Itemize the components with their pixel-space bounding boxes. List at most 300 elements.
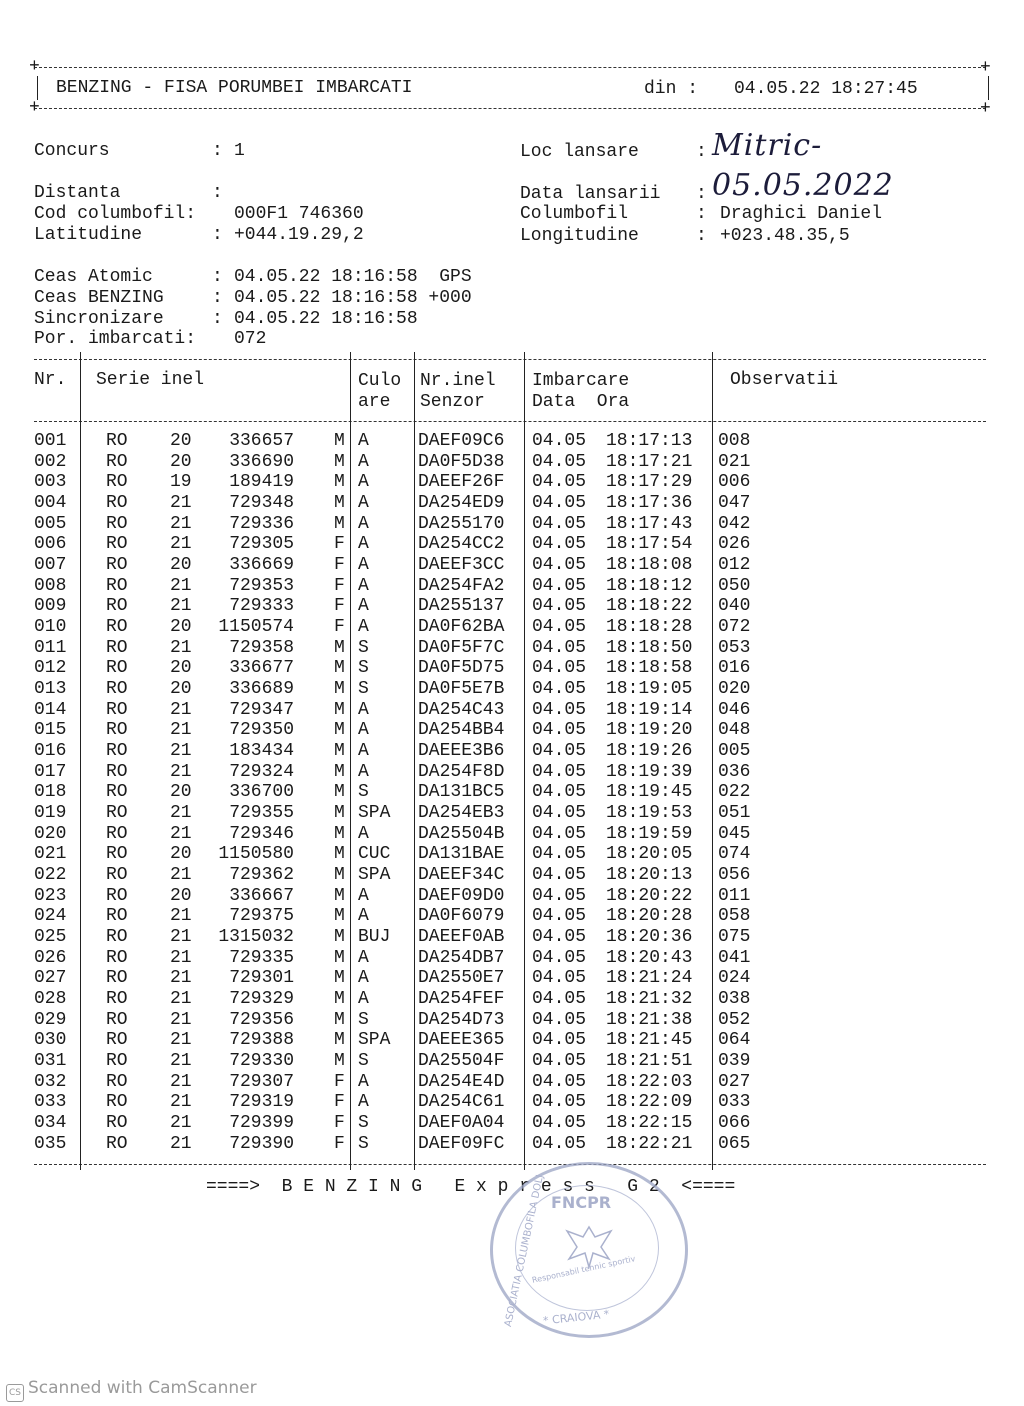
cell-data: 04.05 [532,844,587,865]
cell-ora: 18:17:43 [606,513,693,534]
cell-nr: 020 [34,823,67,844]
cell-data: 04.05 [532,968,587,989]
cell-data: 04.05 [532,885,587,906]
cell-observatii: 075 [718,927,751,948]
table-header-bottom-rule [34,421,986,422]
cell-tara: RO [106,617,128,638]
concurs-value: 1 [234,141,245,161]
cell-senzor: DA254CC2 [418,534,505,555]
table-row [0,865,1024,886]
cell-sex: M [334,699,345,720]
cell-sex: M [334,927,345,948]
loc-lansare-handwritten: Mitric- [712,128,823,163]
cell-nr: 027 [34,968,67,989]
cell-an: 21 [170,906,192,927]
plus-mark: + [980,58,991,78]
cell-inel: 189419 [229,472,294,493]
cell-an: 20 [170,555,192,576]
cell-senzor: DAEF09FC [418,1133,505,1154]
cell-sex: M [334,989,345,1010]
cell-an: 21 [170,927,192,948]
cell-an: 21 [170,761,192,782]
cell-observatii: 072 [718,617,751,638]
cell-culoare: A [358,720,369,741]
cell-inel: 729399 [229,1113,294,1134]
cell-sex: M [334,1009,345,1030]
cell-inel: 729324 [229,761,294,782]
ceas-atomic-label: Ceas Atomic [34,267,153,287]
cell-tara: RO [106,431,128,451]
cell-data: 04.05 [532,947,587,968]
table-row [0,741,1024,762]
cell-tara: RO [106,1071,128,1092]
plus-mark: + [29,57,40,77]
cell-tara: RO [106,823,128,844]
cell-an: 21 [170,534,192,555]
cell-tara: RO [106,637,128,658]
cell-nr: 030 [34,1030,67,1051]
cell-culoare: S [358,679,369,700]
cell-an: 21 [170,1030,192,1051]
cell-tara: RO [106,885,128,906]
cell-observatii: 021 [718,451,751,472]
cell-observatii: 047 [718,493,751,513]
col-header-observatii: Observatii [730,370,839,390]
loc-lansare-label: Loc lansare [520,142,639,162]
plus-mark: + [29,98,40,118]
cell-senzor: DAEEF0AB [418,927,505,948]
table-row [0,596,1024,617]
latitudine-label: Latitudine [34,225,143,245]
cell-tara: RO [106,906,128,927]
cell-senzor: DAEEE3B6 [418,741,505,762]
cell-culoare: A [358,1071,369,1092]
cell-sex: M [334,451,345,472]
cell-senzor: DA0F62BA [418,617,505,638]
table-row [0,720,1024,741]
stamp-ring-text: ASOCIATIA COLUMBOFILA DOLJ [502,1173,547,1328]
ceas-benzing-label: Ceas BENZING [34,288,164,308]
cell-ora: 18:22:09 [606,1092,693,1113]
cell-data: 04.05 [532,617,587,638]
cell-data: 04.05 [532,1113,587,1134]
cell-senzor: DAEF09D0 [418,885,505,906]
cell-data: 04.05 [532,596,587,617]
cell-culoare: SPA [358,803,391,824]
cell-sex: M [334,782,345,803]
columbofil-value: Draghici Daniel [720,204,883,224]
cell-observatii: 053 [718,637,751,658]
cell-tara: RO [106,761,128,782]
cell-culoare: SPA [358,865,391,886]
cell-nr: 023 [34,885,67,906]
eagle-emblem-icon [559,1221,619,1271]
cell-senzor: DAEEF3CC [418,555,505,576]
cell-tara: RO [106,741,128,762]
cell-observatii: 022 [718,782,751,803]
cell-observatii: 065 [718,1133,751,1154]
cell-senzor: DA254DB7 [418,947,505,968]
cell-observatii: 011 [718,885,751,906]
cell-observatii: 064 [718,1030,751,1051]
cell-tara: RO [106,493,128,513]
cell-observatii: 005 [718,741,751,762]
col-header-senzor: Senzor [420,392,485,412]
table-row [0,534,1024,555]
cell-culoare: A [358,555,369,576]
cell-nr: 022 [34,865,67,886]
cell-sex: M [334,947,345,968]
cell-ora: 18:17:21 [606,451,693,472]
cell-nr: 033 [34,1092,67,1113]
cell-sex: F [334,555,345,576]
cell-culoare: A [358,823,369,844]
cell-an: 21 [170,1092,192,1113]
cell-observatii: 012 [718,555,751,576]
cell-culoare: A [358,741,369,762]
cell-inel: 1150574 [218,617,294,638]
camscanner-text: Scanned with CamScanner [28,1378,257,1398]
cell-data: 04.05 [532,823,587,844]
cell-data: 04.05 [532,1009,587,1030]
cell-nr: 006 [34,534,67,555]
cell-ora: 18:20:28 [606,906,693,927]
cell-ora: 18:17:29 [606,472,693,493]
document-title: BENZING - FISA PORUMBEI IMBARCATI [56,78,413,98]
cell-ora: 18:17:36 [606,493,693,513]
table-row [0,1072,1024,1093]
cell-observatii: 046 [718,699,751,720]
cell-an: 21 [170,1051,192,1072]
cell-ora: 18:22:21 [606,1133,693,1154]
cell-senzor: DA254FA2 [418,575,505,596]
cell-observatii: 040 [718,596,751,617]
cell-culoare: BUJ [358,927,391,948]
cell-nr: 019 [34,803,67,824]
cell-inel: 729356 [229,1009,294,1030]
cell-observatii: 052 [718,1009,751,1030]
cell-observatii: 048 [718,720,751,741]
stamp-top-text: FNCPR [551,1193,612,1212]
cell-inel: 729319 [229,1092,294,1113]
cell-data: 04.05 [532,906,587,927]
cell-tara: RO [106,575,128,596]
cell-observatii: 039 [718,1051,751,1072]
cell-senzor: DA0F5D38 [418,451,505,472]
cell-an: 20 [170,658,192,679]
cell-data: 04.05 [532,1030,587,1051]
cell-senzor: DA131BC5 [418,782,505,803]
table-row [0,617,1024,638]
cell-ora: 18:19:20 [606,720,693,741]
cell-culoare: A [358,761,369,782]
cell-ora: 18:20:13 [606,865,693,886]
stamp-bottom-text: * CRAIOVA * [542,1307,610,1328]
cell-nr: 035 [34,1133,67,1154]
cell-culoare: S [358,782,369,803]
cell-inel: 336669 [229,555,294,576]
cell-ora: 18:18:08 [606,555,693,576]
cell-ora: 18:19:26 [606,741,693,762]
cell-senzor: DA255170 [418,513,505,534]
cell-inel: 729350 [229,720,294,741]
table-row [0,762,1024,783]
cell-ora: 18:19:45 [606,782,693,803]
table-top-rule [34,359,986,360]
cell-nr: 026 [34,947,67,968]
cell-senzor: DA0F5E7B [418,679,505,700]
cell-nr: 011 [34,637,67,658]
cell-inel: 729333 [229,596,294,617]
cell-observatii: 016 [718,658,751,679]
cell-tara: RO [106,534,128,555]
cell-ora: 18:18:58 [606,658,693,679]
cell-senzor: DAEEF34C [418,865,505,886]
cell-an: 21 [170,1071,192,1092]
cell-ora: 18:19:59 [606,823,693,844]
colon: : [212,183,223,203]
cell-tara: RO [106,513,128,534]
cell-ora: 18:21:38 [606,1009,693,1030]
cell-data: 04.05 [532,865,587,886]
cell-senzor: DA254FEF [418,989,505,1010]
cell-an: 21 [170,596,192,617]
cell-senzor: DA255137 [418,596,505,617]
cell-nr: 015 [34,720,67,741]
table-row [0,927,1024,948]
cell-observatii: 051 [718,803,751,824]
cell-observatii: 058 [718,906,751,927]
cell-culoare: A [358,534,369,555]
cell-senzor: DA254F8D [418,761,505,782]
cell-sex: M [334,968,345,989]
cell-nr: 032 [34,1071,67,1092]
data-lansarii-handwritten: 05.05.2022 [712,168,894,203]
cell-sex: M [334,803,345,824]
cell-inel: 336700 [229,782,294,803]
cell-culoare: A [358,596,369,617]
cell-tara: RO [106,699,128,720]
sincronizare-label: Sincronizare [34,309,164,329]
col-header-nr-inel: Nr.inel [420,371,496,391]
cell-data: 04.05 [532,761,587,782]
cell-inel: 729353 [229,575,294,596]
cell-ora: 18:22:15 [606,1113,693,1134]
camscanner-watermark [6,1378,257,1402]
cell-data: 04.05 [532,513,587,534]
col-header-data-ora: Data Ora [532,392,630,412]
porumbei-imbarcati-value: 072 [234,329,267,349]
cell-inel: 729330 [229,1051,294,1072]
cell-an: 21 [170,968,192,989]
colon: : [212,288,223,308]
cell-sex: M [334,431,345,451]
cell-observatii: 074 [718,844,751,865]
cell-sex: F [334,617,345,638]
cell-inel: 729358 [229,637,294,658]
cell-ora: 18:22:03 [606,1071,693,1092]
cell-inel: 336657 [229,431,294,451]
cell-nr: 010 [34,617,67,638]
cell-culoare: A [358,472,369,493]
cell-data: 04.05 [532,472,587,493]
cell-tara: RO [106,844,128,865]
cell-ora: 18:20:43 [606,947,693,968]
cell-ora: 18:18:50 [606,637,693,658]
colon: : [212,309,223,329]
cell-culoare: A [358,885,369,906]
table-row [0,700,1024,721]
cell-data: 04.05 [532,555,587,576]
ceas-benzing-value: 04.05.22 18:16:58 +000 [234,288,472,308]
cell-tara: RO [106,658,128,679]
cell-ora: 18:19:05 [606,679,693,700]
cell-senzor: DA254ED9 [418,493,505,513]
col-header-nr: Nr. [34,370,67,390]
cell-culoare: A [358,1092,369,1113]
cell-an: 20 [170,451,192,472]
cell-inel: 729347 [229,699,294,720]
cell-data: 04.05 [532,451,587,472]
cell-inel: 336667 [229,885,294,906]
cell-culoare: S [358,658,369,679]
cell-culoare: S [358,1051,369,1072]
cell-inel: 729390 [229,1133,294,1154]
latitudine-value: +044.19.29,2 [234,225,364,245]
table-row [0,968,1024,989]
cell-nr: 002 [34,451,67,472]
cell-ora: 18:17:13 [606,431,693,451]
cell-nr: 003 [34,472,67,493]
longitudine-value: +023.48.35,5 [720,226,850,246]
cell-ora: 18:20:05 [606,844,693,865]
cell-culoare: A [358,989,369,1010]
cell-data: 04.05 [532,658,587,679]
cell-sex: M [334,865,345,886]
col-header-serie-inel: Serie inel [96,370,205,390]
table-row [0,1051,1024,1072]
cell-inel: 729362 [229,865,294,886]
table-row [0,1092,1024,1113]
cell-data: 04.05 [532,803,587,824]
cell-sex: M [334,679,345,700]
cell-culoare: A [358,947,369,968]
table-row [0,824,1024,845]
cell-data: 04.05 [532,1071,587,1092]
cell-an: 20 [170,782,192,803]
cell-observatii: 056 [718,865,751,886]
cell-an: 20 [170,679,192,700]
cell-ora: 18:20:22 [606,885,693,906]
table-row [0,989,1024,1010]
cell-sex: M [334,906,345,927]
cell-ora: 18:21:24 [606,968,693,989]
cell-ora: 18:19:14 [606,699,693,720]
cell-data: 04.05 [532,575,587,596]
table-row [0,638,1024,659]
cell-senzor: DA2550E7 [418,968,505,989]
cell-culoare: A [358,513,369,534]
cell-culoare: A [358,431,369,451]
cell-tara: RO [106,1092,128,1113]
concurs-label: Concurs [34,141,110,161]
cell-observatii: 024 [718,968,751,989]
cell-inel: 183434 [229,741,294,762]
table-row [0,1010,1024,1031]
cell-ora: 18:18:22 [606,596,693,617]
cell-tara: RO [106,1051,128,1072]
cell-inel: 729301 [229,968,294,989]
table-row [0,886,1024,907]
cell-nr: 031 [34,1051,67,1072]
cell-an: 21 [170,1133,192,1154]
distanta-label: Distanta [34,183,121,203]
cell-nr: 025 [34,927,67,948]
cell-an: 21 [170,823,192,844]
cell-inel: 1315032 [218,927,294,948]
table-row [0,844,1024,865]
cell-an: 19 [170,472,192,493]
plus-mark: + [980,99,991,119]
cell-sex: F [334,596,345,617]
cell-senzor: DA254C61 [418,1092,505,1113]
cell-sex: M [334,658,345,679]
cell-sex: M [334,741,345,762]
cell-data: 04.05 [532,493,587,513]
cell-ora: 18:21:32 [606,989,693,1010]
cell-ora: 18:18:28 [606,617,693,638]
cell-inel: 1150580 [218,844,294,865]
cell-culoare: S [358,1133,369,1154]
cell-an: 21 [170,1009,192,1030]
table-row [0,679,1024,700]
cell-tara: RO [106,679,128,700]
stamp-inner-text: Responsabil tehnic sportiv [531,1254,637,1285]
cell-senzor: DA254E4D [418,1071,505,1092]
cell-senzor: DA254BB4 [418,720,505,741]
cell-sex: M [334,513,345,534]
cell-data: 04.05 [532,741,587,762]
cell-nr: 024 [34,906,67,927]
cell-tara: RO [106,596,128,617]
table-row [0,1030,1024,1051]
table-row [0,782,1024,803]
cell-tara: RO [106,720,128,741]
cell-observatii: 026 [718,534,751,555]
cell-an: 21 [170,989,192,1010]
cell-data: 04.05 [532,782,587,803]
cell-nr: 018 [34,782,67,803]
cell-an: 21 [170,947,192,968]
cell-inel: 729375 [229,906,294,927]
cell-data: 04.05 [532,1133,587,1154]
cell-ora: 18:17:54 [606,534,693,555]
cell-inel: 729336 [229,513,294,534]
cell-inel: 729388 [229,1030,294,1051]
cell-culoare: S [358,637,369,658]
cell-tara: RO [106,555,128,576]
cell-nr: 016 [34,741,67,762]
cell-culoare: S [358,1113,369,1134]
cell-inel: 336689 [229,679,294,700]
cell-nr: 012 [34,658,67,679]
cell-sex: F [334,534,345,555]
table-bottom-rule [34,1164,986,1165]
longitudine-label: Longitudine [520,226,639,246]
ceas-atomic-value: 04.05.22 18:16:58 GPS [234,267,472,287]
cell-senzor: DAEEF26F [418,472,505,493]
footer-benzing-express: ====> B E N Z I N G E x p r e s s G 2 <==== [206,1177,736,1197]
